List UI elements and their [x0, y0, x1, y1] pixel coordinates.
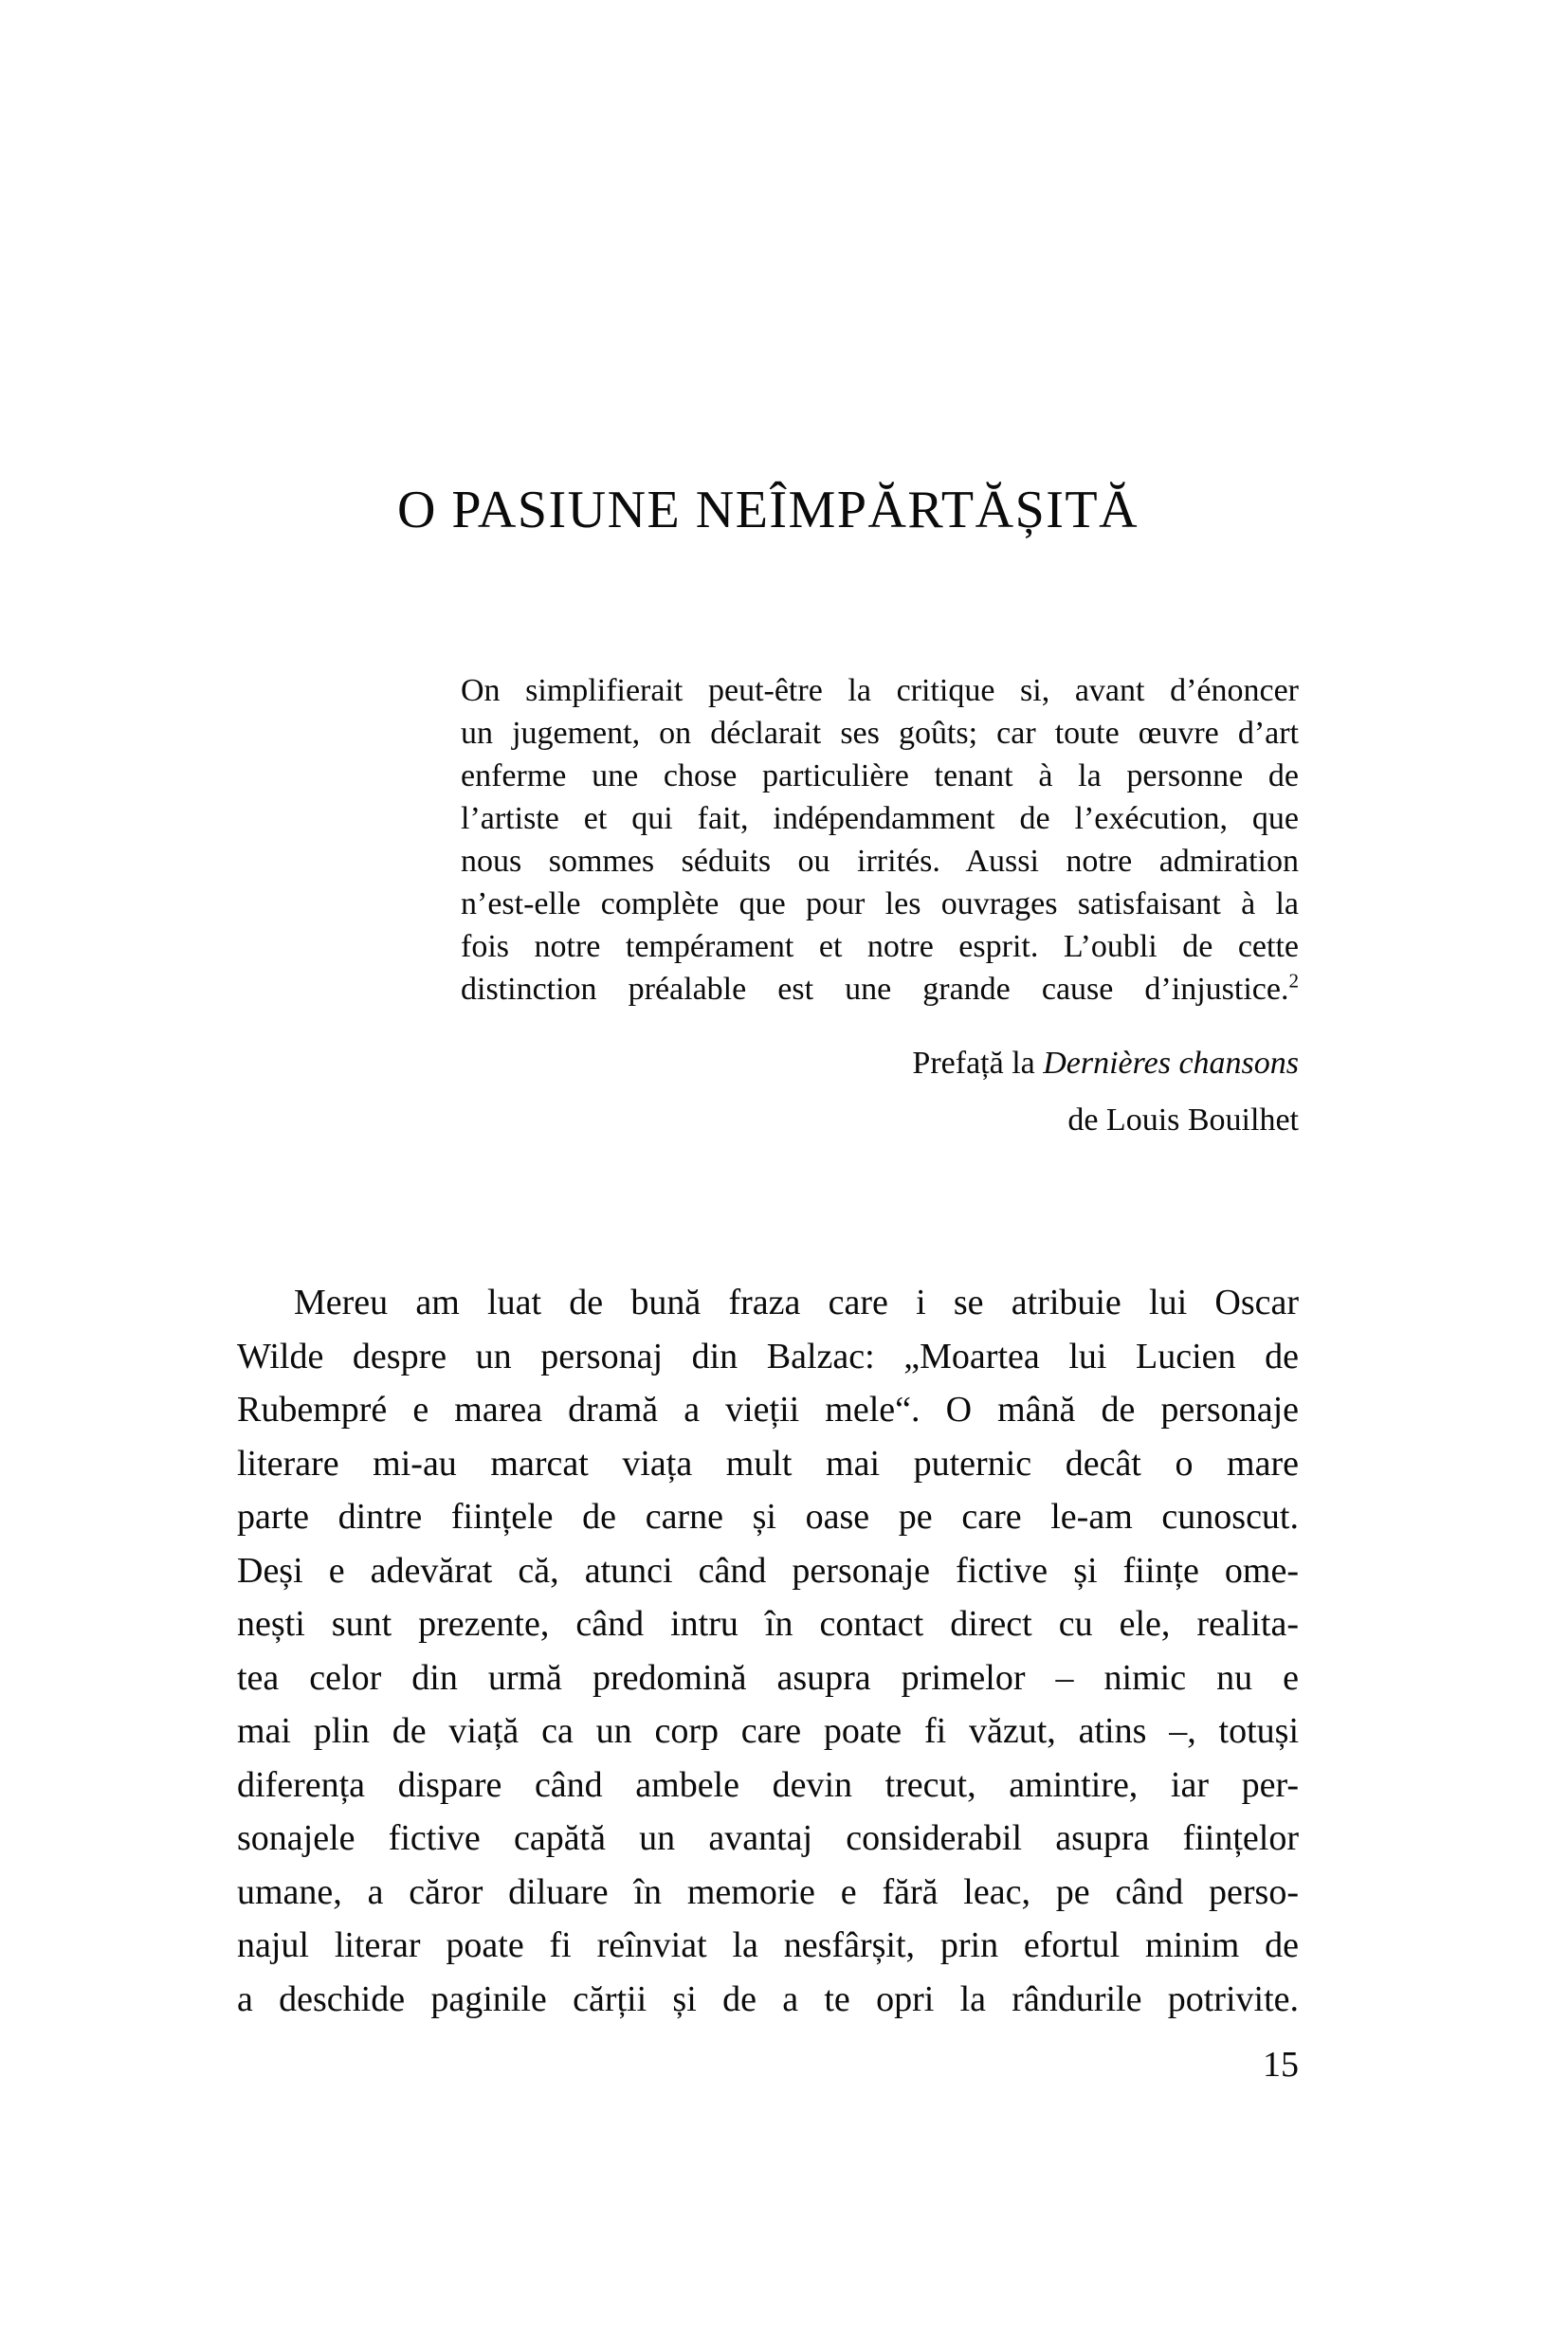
body-line: Wilde despre un personaj din Balzac: „Moartea lui Lucien de [237, 1336, 1299, 1376]
epigraph-line-text: fois notre tempérament et notre esprit. L’oubli de cette [461, 929, 1299, 964]
body-line: mai plin de viață ca un corp care poate fi văzut, atins –, totuși [237, 1711, 1299, 1751]
body-line: najul literar poate fi reînviat la nesfârșit, prin efortul minim de [237, 1925, 1299, 1965]
body-line: Deși e adevărat că, atunci când personaje fictive și ființe ome- [237, 1550, 1299, 1591]
epigraph-line-text: un jugement, on déclarait ses goûts; car toute œuvre d’art [461, 716, 1299, 751]
epigraph-line [461, 797, 1299, 840]
epigraph-line-text: n’est-elle complète que pour les ouvrages satisfaisant à la [461, 886, 1299, 921]
epigraph [461, 669, 1299, 1149]
work-title: Dernières chansons [1043, 1046, 1299, 1081]
footnote-reference: 2 [1288, 969, 1299, 993]
body-line: tea celor din urmă predomină asupra primelor – nimic nu e [237, 1657, 1299, 1698]
body-line: Mereu am luat de bună fraza care i se atribuie lui Oscar [294, 1283, 1299, 1322]
epigraph-line-text: l’artiste et qui fait, indépendamment de l’exécution, que [461, 801, 1299, 836]
epigraph-line-text: enferme une chose particulière tenant à la personne de [461, 758, 1299, 793]
epigraph-line [461, 840, 1299, 883]
body-line: Rubempré e marea dramă a vieții mele“. O mână de personaje [237, 1390, 1299, 1430]
attribution-author: de Louis Bouilhet [1067, 1103, 1299, 1138]
page-number: 15 [1263, 2045, 1299, 2085]
epigraph-line [461, 968, 1299, 1011]
epigraph-line [461, 712, 1299, 755]
epigraph-line [461, 883, 1299, 925]
attribution-source [461, 1035, 1299, 1092]
epigraph-attribution [461, 1035, 1299, 1149]
epigraph-line [461, 925, 1299, 968]
attribution-prefix: Prefață la [912, 1046, 1044, 1081]
epigraph-line-text: distinction préalable est une grande cause d’injustice. [461, 972, 1289, 1007]
epigraph-line [461, 669, 1299, 712]
body-line: literare mi-au marcat viața mult mai puternic decât o mare [237, 1443, 1299, 1484]
body-line: diferența dispare când ambele devin trecut, amintire, iar per- [237, 1764, 1299, 1805]
body-line: nești sunt prezente, când intru în contact direct cu ele, realita- [237, 1604, 1299, 1644]
body-paragraph [237, 1276, 1299, 2026]
chapter-title: O PASIUNE NEÎMPĂRTĂȘITĂ [396, 481, 1140, 539]
body-line: a deschide paginile cărții și de a te opri la rândurile potrivite. [237, 1978, 1299, 2019]
body-line: parte dintre ființele de carne și oase pe care le-am cunoscut. [237, 1497, 1299, 1537]
epigraph-line-text: nous sommes séduits ou irrités. Aussi notre admiration [461, 844, 1299, 879]
epigraph-lines [461, 669, 1299, 1011]
body-line: sonajele fictive capătă un avantaj considerabil asupra ființelor [237, 1818, 1299, 1858]
body-line: umane, a căror diluare în memorie e fără leac, pe când perso- [237, 1871, 1299, 1912]
epigraph-line [461, 755, 1299, 797]
epigraph-line-text: On simplifierait peut-être la critique si, avant d’énoncer [461, 673, 1299, 708]
